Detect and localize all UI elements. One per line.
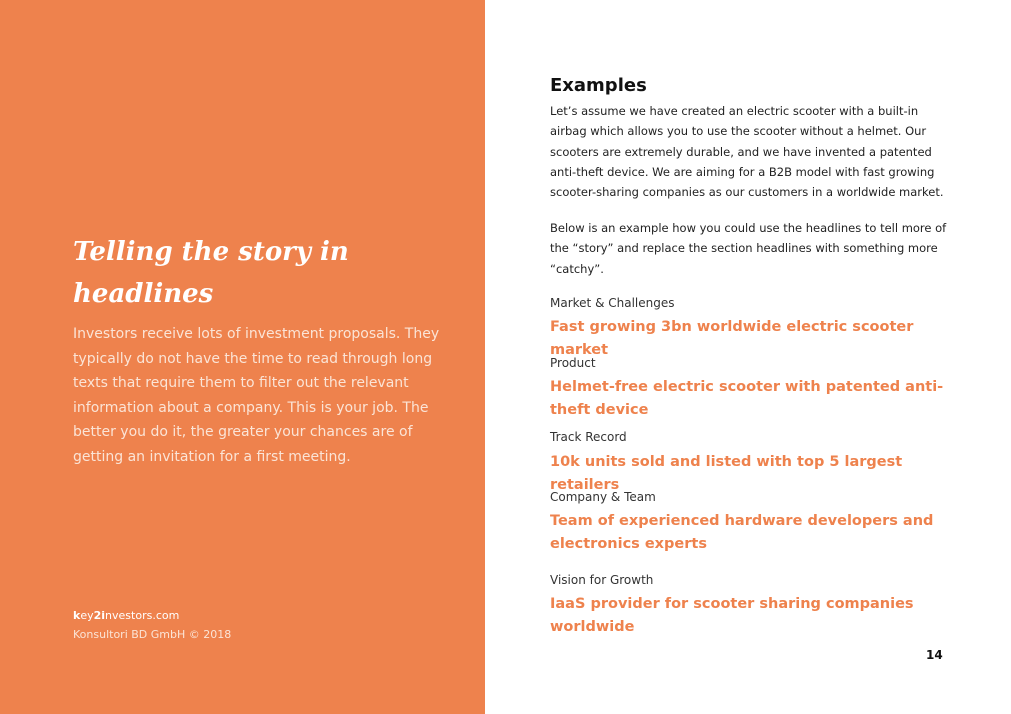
- brand-part-ey: ey: [80, 609, 94, 622]
- brand-part-k: k: [73, 609, 81, 622]
- brand-part-2i: 2i: [93, 609, 106, 622]
- example-label: Product: [550, 356, 596, 370]
- examples-title: Examples: [550, 75, 647, 96]
- left-orange-panel: [0, 0, 485, 714]
- example-headline: IaaS provider for scooter sharing companies worldwide: [550, 596, 914, 635]
- example-label: Market & Challenges: [550, 296, 675, 310]
- intro-paragraph: Let’s assume we have created an electric scooter with a built-in airbag which allows you to use the scooter without a helmet. Our scooters are extremely durable, and we have invented a patented anti-theft device. We are aiming for a B2B model with fast growing scooter-sharing companies as our customers in a worldwide market.: [550, 104, 944, 200]
- example-label: Vision for Growth: [550, 573, 654, 587]
- example-headline: Helmet-free electric scooter with patented anti-theft device: [550, 379, 944, 418]
- page-number: 14: [926, 648, 943, 662]
- example-explanation-paragraph: Below is an example how you could use the headlines to tell more of the “story” and replace the section headlines with something more “catchy”.: [550, 221, 947, 276]
- example-headline: 10k units sold and listed with top 5 largest retailers: [550, 454, 903, 493]
- brand-website: [73, 608, 179, 624]
- left-panel-body: Investors receive lots of investment proposals. They typically do not have the time to read through long texts that require them to filter out the relevant information about a company. This is your job. The better you do it, the greater your chances are of getting an invitation for a first meeting.: [73, 326, 440, 465]
- example-headline: Team of experienced hardware developers and electronics experts: [550, 513, 934, 552]
- example-headline: Fast growing 3bn worldwide electric scooter market: [550, 319, 914, 358]
- example-label: Company & Team: [550, 490, 656, 504]
- brand-part-nvestors: nvestors.com: [105, 609, 180, 622]
- copyright: Konsultori BD GmbH © 2018: [73, 628, 232, 641]
- left-panel-title: Telling the story in headlines: [73, 237, 349, 309]
- example-label: Track Record: [550, 430, 627, 444]
